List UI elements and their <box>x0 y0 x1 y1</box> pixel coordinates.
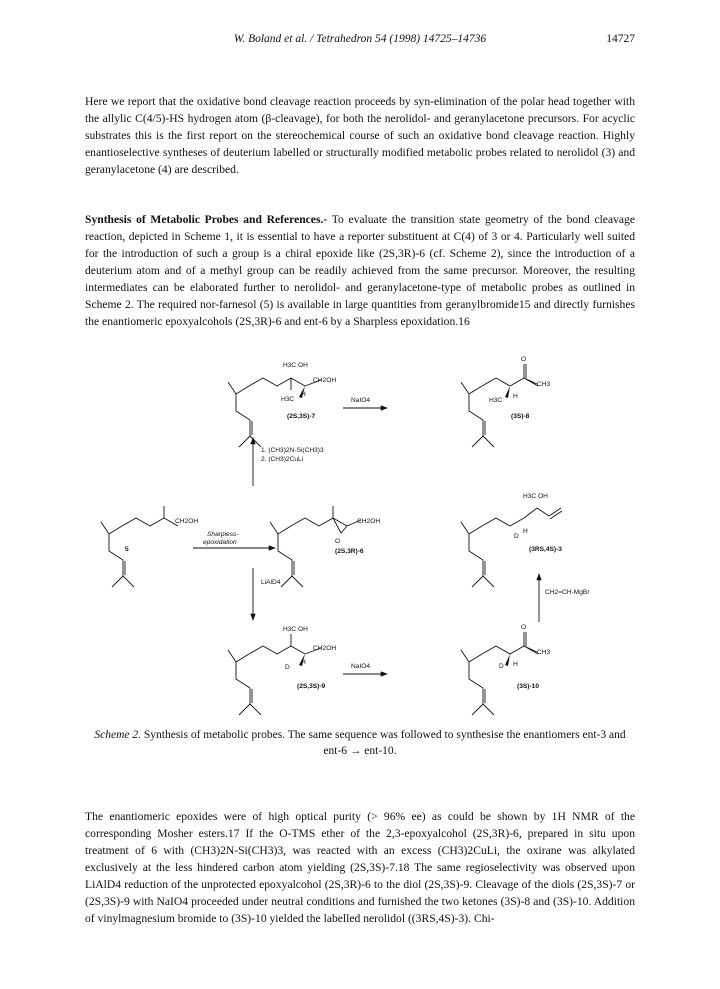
caption-text: Synthesis of metabolic probes. The same sequence was followed to synthesise the enantiomers ent-3 and ent-6 → ent-10. <box>141 729 626 757</box>
group-h3c-8: H3C <box>489 397 503 404</box>
group-h-10: H <box>513 661 518 668</box>
paragraph-results: The enantiomeric epoxides were of high optical purity (> 96% ee) as could be shown by 1H NMR of the corresponding Mosher esters.17 If the O-TMS ether of the 2,3-epoxyalcohol (2S,3R)-6, prepared in situ upon treatment of 6 with (CH3)2N-Si(CH3)3, was reacted with an excess (CH3)2CuLi, the oxirane was alkylated exclusively at the less hindered carbon atom yielding (2S,3S)-7.18 The same regioselectivity was observed upon LiAlD4 reduction of the unprotected epoxyalcohol (2S,3R)-6 to the diol (2S,3S)-9. Cleavage of the diols (2S,3S)-7 or (2S,3S)-9 with NaIO4 proceeded under neutral conditions and furnished the two ketones (3S)-8 and (3S)-10. Addition of vinylmagnesium bromide to (3S)-10 yielded the labelled nerolidol ((3RS,4S)-3). Chi- <box>85 810 635 925</box>
group-ch2oh-6: CH2OH <box>357 518 381 525</box>
group-ch2oh-7: CH2OH <box>313 377 337 384</box>
group-o-10: O <box>521 624 527 631</box>
reagent-lialdd: LiAlD4 <box>261 579 281 586</box>
label-compound-7: (2S,3S)-7 <box>287 413 316 420</box>
reagent-grignard: CH2=CH-MgBr <box>545 589 590 596</box>
label-compound-9: (2S,3S)-9 <box>297 683 326 690</box>
group-o-6: O <box>335 538 341 545</box>
label-compound-8: (3S)-8 <box>511 413 530 420</box>
page-number: 14727 <box>606 33 635 45</box>
compound-5-structure <box>101 506 178 587</box>
group-h3c-oh-7: H3C OH <box>283 362 308 369</box>
caption-label: Scheme 2. <box>94 729 142 741</box>
group-h-7: H <box>301 391 306 398</box>
group-ch3-8: CH3 <box>537 381 551 388</box>
group-h-8: H <box>513 393 518 400</box>
label-compound-5: 5 <box>125 546 129 553</box>
label-compound-3: (3RS,4S)-3 <box>529 546 562 553</box>
reagent-naio4-bottom: NaIO4 <box>351 663 371 670</box>
group-d-10: D <box>499 663 504 670</box>
reagent-step2: 2. (CH3)2CuLi <box>261 456 304 463</box>
label-compound-6: (2S,3R)-6 <box>335 548 364 555</box>
reagent-sharpless-1: Sharpless- <box>207 531 239 538</box>
reaction-scheme <box>85 356 635 708</box>
group-d-3: D <box>514 533 519 540</box>
reagent-step1: 1. (CH3)2N-Si(CH3)3 <box>261 447 324 454</box>
group-ch3-10: CH3 <box>537 649 551 656</box>
compound-6-structure <box>270 506 361 587</box>
paragraph-synthesis <box>85 211 635 330</box>
scheme-2-figure <box>85 356 635 708</box>
group-o-8: O <box>521 356 527 363</box>
group-h-3: H <box>523 528 528 535</box>
group-h3c-7: H3C <box>281 396 295 403</box>
group-ch2oh-5: CH2OH <box>175 518 199 525</box>
page-header <box>0 33 720 49</box>
reagent-naio4-top: NaIO4 <box>351 397 371 404</box>
compound-9-structure <box>228 634 321 715</box>
group-ch2oh-9: CH2OH <box>313 645 337 652</box>
compound-8-structure <box>461 364 538 447</box>
reagent-sharpless-2: epoxidation <box>203 539 237 546</box>
label-compound-10: (3S)-10 <box>517 683 539 690</box>
group-d-9: D <box>285 664 290 671</box>
group-h3c-oh-3: H3C OH <box>523 493 548 500</box>
group-h-9: H <box>301 659 306 666</box>
scheme-caption <box>85 727 635 759</box>
paragraph-synthesis-body: To evaluate the transition state geometry of the bond cleavage reaction, depicted in Scheme 1, it is essential to have a reporter substituent at C(4) of 3 or 4. Particularly well suited for the introduction of such a group is a chiral epoxide like (2S,3R)-6 (cf. Scheme 2), since the introduction of a deuterium atom and of a methyl group can be readily achieved from the same precursor. Moreover, the resulting intermediates can be elaborated further to nerolidol- and geranylacetone-type of metabolic probes as outlined in Scheme 2. The required nor-farnesol (5) is available in large quantities from geranylbromide15 and directly furnishes the enantiomeric epoxyalcohols (2S,3R)-6 and ent-6 by a Sharpless epoxidation.16 <box>85 213 635 328</box>
paragraph-intro: Here we report that the oxidative bond cleavage reaction proceeds by syn-elimination of the polar head together with the allylic C(4/5)-HS hydrogen atom (β-cleavage), for both the nerolidol- and geranylacetone precursors. For acyclic substrates this is the first report on the stereochemical course of such an oxidative bond cleavage reaction. Highly enantioselective syntheses of deuterium labelled or structurally modified metabolic probes related to nerolidol (3) and geranylacetone (4) are described. <box>85 95 635 176</box>
running-title: W. Boland et al. / Tetrahedron 54 (1998) 14725–14736 <box>233 33 487 45</box>
section-heading: Synthesis of Metabolic Probes and References.- <box>85 213 328 226</box>
group-h3c-oh-9: H3C OH <box>283 626 308 633</box>
compound-10-structure <box>461 632 538 715</box>
